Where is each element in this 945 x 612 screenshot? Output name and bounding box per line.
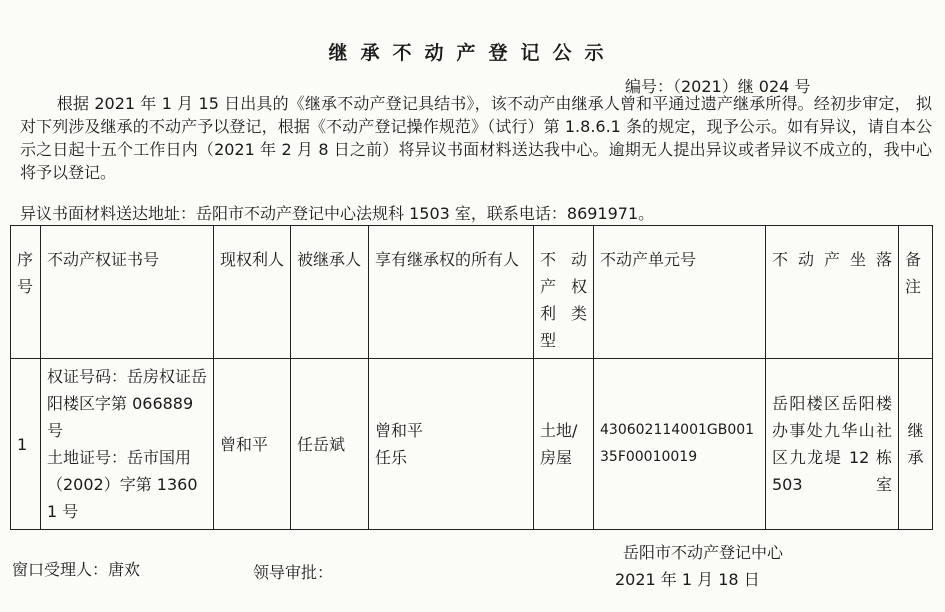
notice-paragraph: 根据 2021 年 1 月 15 日出具的《继承不动产登记具结书》，该不动产由继承人曾和平通过遗产继承所得。经初步审定， 拟对下列涉及继承的不动产予以登记，根据《不动产登记操作规范》（试行）第 1.8.6.1 条的规定，现予公示。如有异议，请自本公示之日起十五个工作日内（2021 年 2 月 8 日之前）将异议书面材料送达我中心。逾期无人提出异议或者异议不成立的，我中心将予以登记。	[20, 94, 932, 182]
table-header-row	[11, 226, 933, 359]
notice-title: 继承不动产登记公示	[328, 42, 617, 64]
header-decedent: 被继承人	[291, 226, 369, 359]
cell-remark: 继承	[899, 359, 933, 530]
cell-location: 岳阳楼区岳阳楼办事处九华山社区九龙堤 12 栋 503 室	[766, 359, 899, 530]
heir-name: 曾和平	[375, 421, 424, 440]
cell-cert-no	[41, 359, 214, 530]
registration-table	[10, 225, 933, 530]
cell-unit-no: 430602114001GB00135F00010019	[594, 359, 766, 530]
table-row	[11, 359, 933, 530]
header-property-type: 不动产权利类型	[534, 226, 594, 359]
issuing-organization: 岳阳市不动产登记中心	[623, 543, 784, 562]
cell-decedent: 任岳斌	[291, 359, 369, 530]
header-location: 不动产坐落	[766, 226, 899, 359]
header-seq: 序号	[11, 226, 41, 359]
cert-number-line: 权证号码：岳房权证岳阳楼区字第 066889 号	[47, 367, 208, 440]
header-unit-no: 不动产单元号	[594, 226, 766, 359]
cell-seq: 1	[11, 359, 41, 530]
document-number: 编号：（2021）继 024 号	[625, 77, 811, 96]
land-cert-number-line: 土地证号：岳市国用（2002）字第 13601 号	[47, 448, 198, 521]
issue-date: 2021 年 1 月 18 日	[615, 570, 760, 589]
header-heirs: 享有继承权的所有人	[369, 226, 534, 359]
heir-name: 任乐	[375, 448, 408, 467]
cell-property-type: 土地/房屋	[534, 359, 594, 530]
cell-current-owner: 曾和平	[214, 359, 291, 530]
objection-address: 异议书面材料送达地址：岳阳市不动产登记中心法规科 1503 室，联系电话：8691971。	[20, 204, 655, 223]
header-cert-no: 不动产权证书号	[41, 226, 214, 359]
leader-approval: 领导审批：	[253, 563, 334, 582]
header-remark: 备注	[899, 226, 933, 359]
window-receiver: 窗口受理人：唐欢	[12, 560, 141, 579]
cell-heirs	[369, 359, 534, 530]
header-current-owner: 现权利人	[214, 226, 291, 359]
